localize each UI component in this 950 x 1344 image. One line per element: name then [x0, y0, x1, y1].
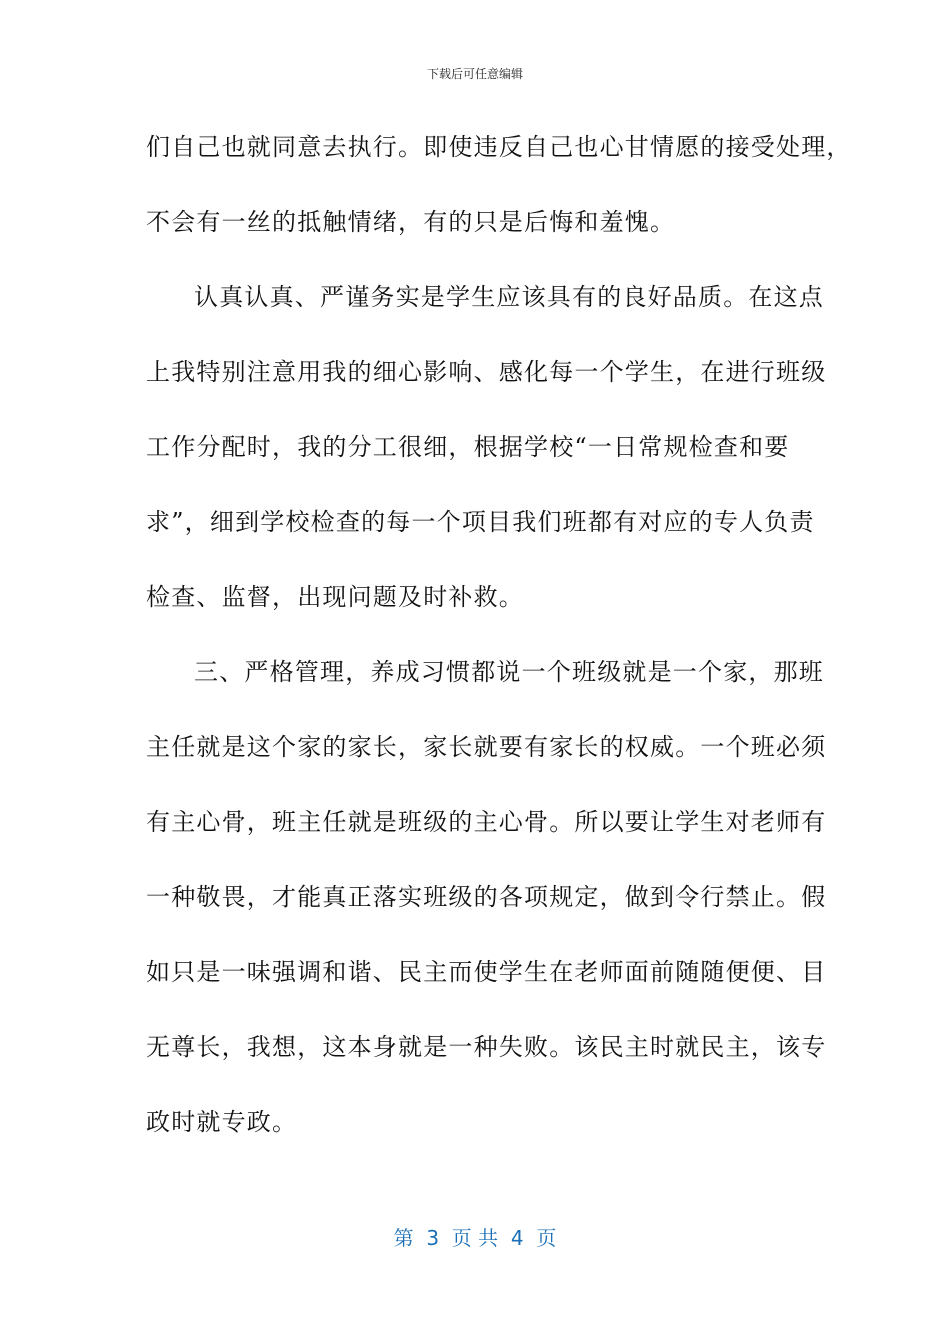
text-line: 政时就专政。 — [146, 1108, 298, 1136]
text-line: 主任就是这个家的家长，家长就要有家长的权威。一个班必须 — [146, 733, 827, 761]
text-line: 们自己也就同意去执行。即使违反自己也心甘情愿的接受处理， — [146, 133, 852, 161]
text-line: 如只是一味强调和谐、民主而使学生在老师面前随随便便、目 — [146, 958, 827, 986]
paragraph-start-line: 三、严格管理，养成习惯都说一个班级就是一个家，那班 — [194, 658, 824, 686]
page-header: 下载后可任意编辑 — [426, 67, 523, 81]
paragraph-start-line: 认真认真、严谨务实是学生应该具有的良好品质。在这点 — [194, 283, 824, 311]
text-line: 上我特别注意用我的细心影响、感化每一个学生，在进行班级 — [146, 358, 827, 386]
page-number-footer: 第 3 页 共 4 页 — [393, 1226, 557, 1250]
text-line: 一种敬畏，才能真正落实班级的各项规定，做到令行禁止。假 — [146, 883, 827, 911]
text-line: 工作分配时，我的分工很细，根据学校“一日常规检查和要 — [146, 433, 790, 461]
text-line: 无尊长，我想，这本身就是一种失败。该民主时就民主，该专 — [146, 1033, 827, 1061]
text-line: 有主心骨，班主任就是班级的主心骨。所以要让学生对老师有 — [146, 808, 827, 836]
text-line: 求”，细到学校检查的每一个项目我们班都有对应的专人负责 — [146, 508, 815, 536]
document-body — [146, 120, 852, 1170]
text-line: 不会有一丝的抵触情绪，有的只是后悔和羞愧。 — [146, 208, 676, 236]
text-line: 检查、监督，出现问题及时补救。 — [146, 583, 524, 611]
